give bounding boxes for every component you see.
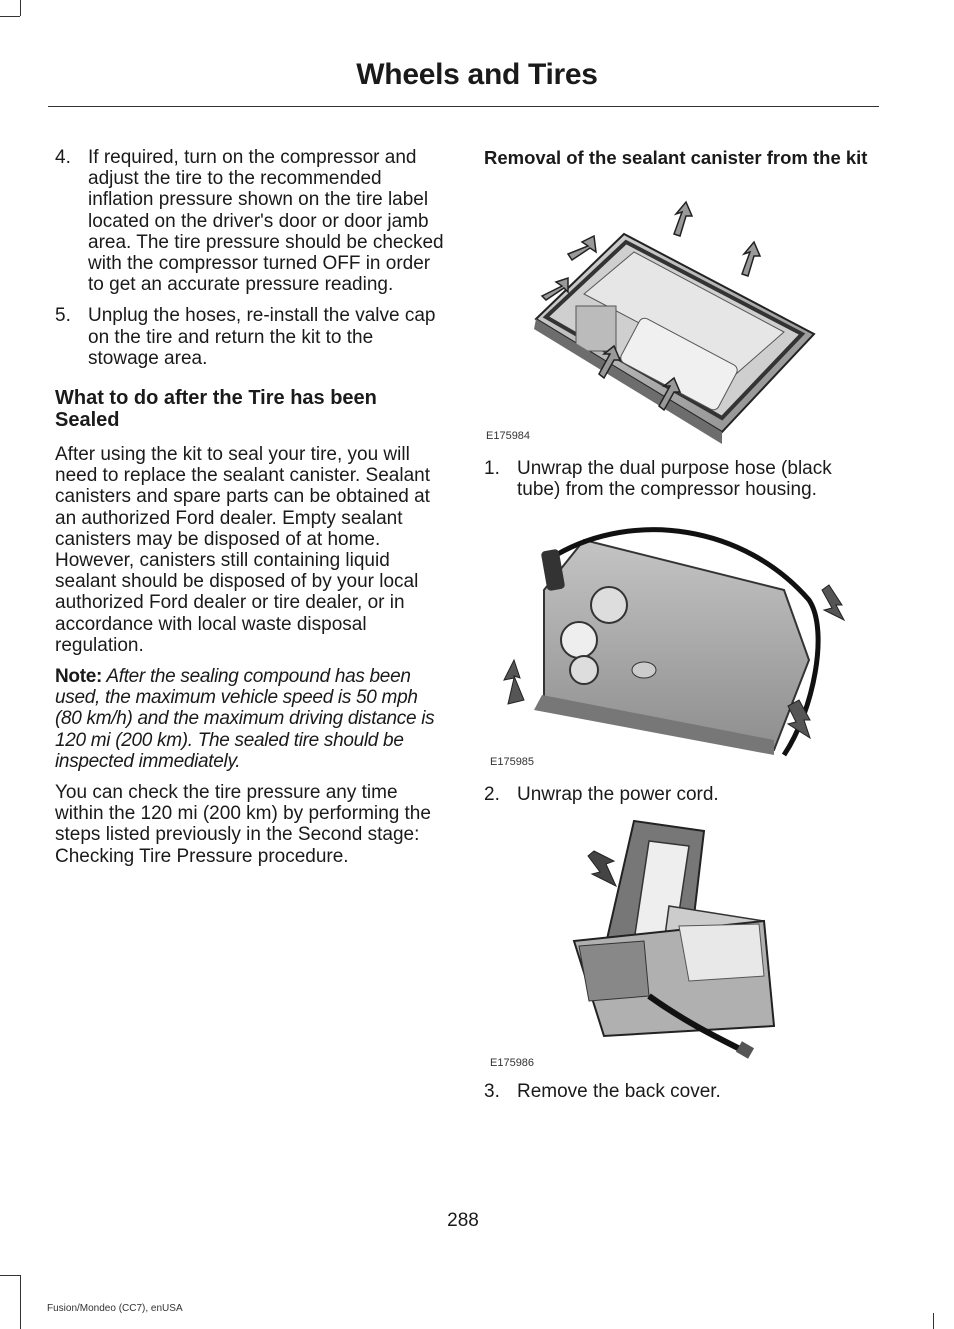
crop-mark (20, 1275, 21, 1329)
step-text: If required, turn on the compressor and adjust the tire to the recommended inflation pressure shown on the tire label located on the driver's door or door jamb area. The tire pressure should be checked with the compressor turned OFF in order to get an accurate pressure reading. (88, 147, 444, 296)
section-heading: What to do after the Tire has been Sealed (55, 387, 377, 432)
figure-id: E175984 (486, 430, 531, 442)
step-number: 2. (484, 784, 500, 806)
step-number: 1. (484, 458, 500, 479)
step-item (484, 784, 874, 805)
step-number: 4. (55, 147, 71, 168)
step-text: Unwrap the power cord. (517, 784, 719, 806)
step-text: Remove the back cover. (517, 1080, 721, 1102)
body-paragraph: You can check the tire pressure any time within the 120 mi (200 km) by performing the steps listed previously in the Second stage: Checking Tire Pressure procedure. (55, 782, 431, 867)
note-paragraph (55, 666, 445, 772)
step-list (55, 147, 445, 369)
illustration-power-cord (484, 816, 874, 1071)
section-heading: Removal of the sealant canister from the kit (484, 147, 868, 168)
step-item (55, 305, 445, 369)
crop-mark (20, 0, 21, 16)
note-label: Note: (55, 666, 103, 688)
step-number: 3. (484, 1080, 500, 1102)
header-divider (48, 106, 879, 107)
body-paragraph: After using the kit to seal your tire, you will need to replace the sealant canister. Sealant canisters and spare parts can be obtained at an authorized Ford dealer. Empty sealant canisters may be disposed of at home. However, canisters still containing liquid sealant should be disposed of by your local authorized Ford dealer or tire dealer, or in accordance with local waste disposal regulation. (55, 444, 430, 656)
page-number: 288 (447, 1210, 479, 1231)
compressor-hose-illustration (484, 510, 874, 770)
figure-id: E175986 (490, 1056, 535, 1069)
note-text: After the sealing compound has been used, the maximum vehicle speed is 50 mph (80 km/h) and the maximum driving distance is 120 mi (200 km). The sealed tire should be inspected immediately. (55, 666, 435, 772)
right-column (484, 147, 874, 1102)
crop-mark (0, 16, 20, 17)
kit-top-illustration (484, 174, 874, 444)
step-text: Unwrap the dual purpose hose (black tube) from the compressor housing. (517, 458, 832, 501)
page-title: Wheels and Tires (356, 58, 598, 91)
figure-id: E175985 (490, 756, 535, 769)
step-text: Unplug the hoses, re-install the valve cap on the tire and return the kit to the stowage area. (88, 305, 436, 369)
left-column (55, 147, 445, 877)
step-item (484, 1081, 874, 1102)
crop-mark (933, 1313, 934, 1329)
illustration-compressor-hose (484, 510, 874, 770)
crop-mark (0, 1275, 20, 1276)
illustration-kit-top (484, 174, 874, 444)
step-item (484, 458, 874, 500)
step-item (55, 147, 445, 295)
document-id: Fusion/Mondeo (CC7), enUSA (47, 1303, 183, 1314)
step-number: 5. (55, 305, 71, 327)
power-cord-illustration (484, 816, 874, 1071)
